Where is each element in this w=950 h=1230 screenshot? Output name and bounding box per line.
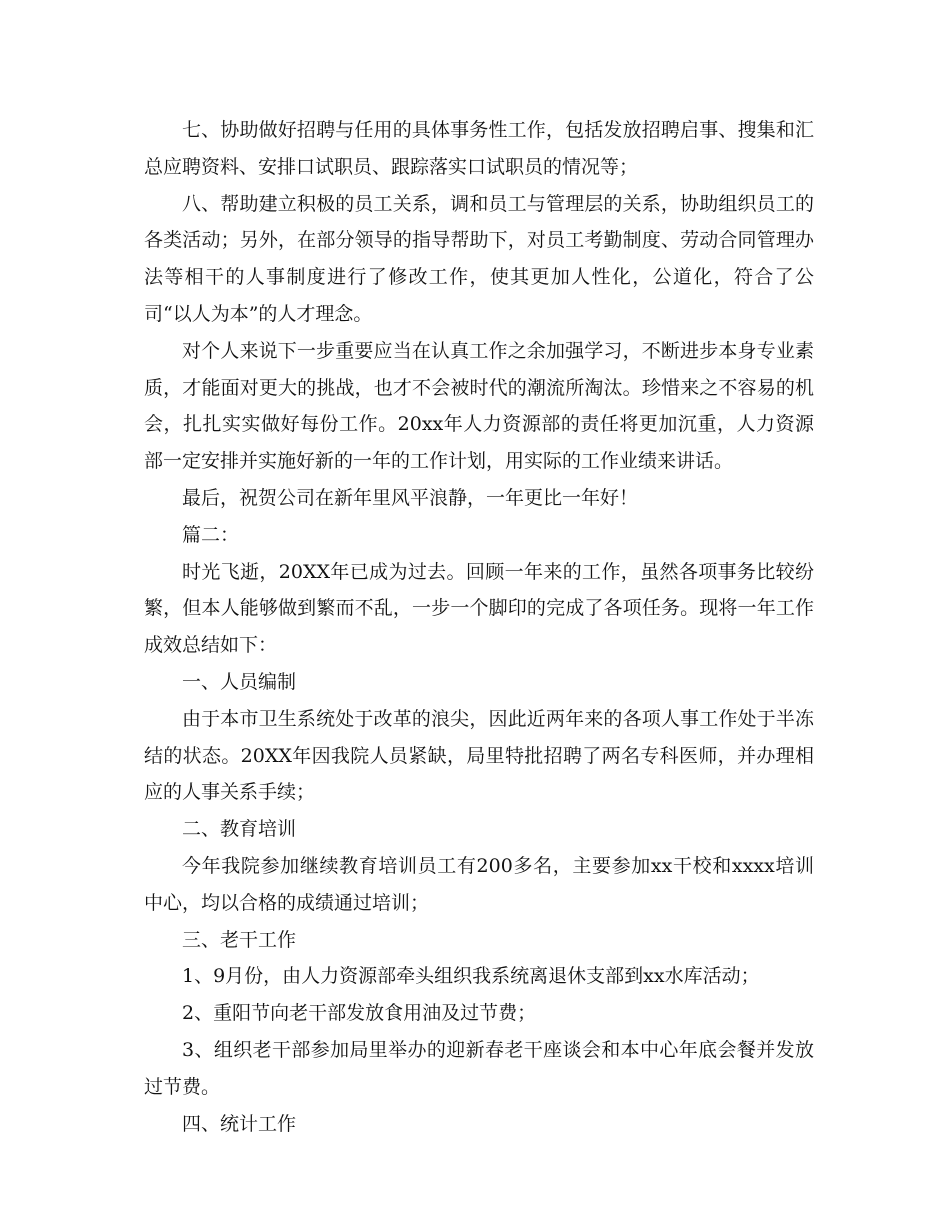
document-body	[144, 112, 814, 1142]
heading-staffing: 一、人员编制	[182, 670, 297, 693]
paragraph-personal-plan: 对个人来说下一步重要应当在认真工作之余加强学习，不断进步本身专业素质，才能面对更大的挑战，也才不会被时代的潮流所淘汰。珍惜来之不容易的机会，扎扎实实做好每份工作。20xx年人力资源部的责任将更加沉重，人力资源部一定安排并实施好新的一年的工作计划，用实际的工作业绩来讲话。	[144, 339, 814, 473]
paragraph-employee-relations: 八、帮助建立积极的员工关系，调和员工与管理层的关系，协助组织员工的各类活动；另外，在部分领导的指导帮助下，对员工考勤制度、劳动合同管理办法等相干的人事制度进行了修改工作，使其更加人性化，公道化，符合了公司“以人为本”的人才理念。	[144, 192, 814, 325]
paragraph-staffing: 由于本市卫生系统处于改革的浪尖，因此近两年来的各项人事工作处于半冻结的状态。20XX年因我院人员紧缺，局里特批招聘了两名专科医师，并办理相应的人事关系手续；	[144, 707, 814, 804]
list-item-new-year-meeting: 3、组织老干部参加局里举办的迎新春老干座谈会和本中心年底会餐并发放过节费。	[144, 1038, 814, 1098]
heading-statistics-work: 四、统计工作	[182, 1112, 297, 1135]
paragraph-year-review-intro: 时光飞逝，20XX年已成为过去。回顾一年来的工作，虽然各项事务比较纷繁，但本人能够做到繁而不乱，一步一个脚印的完成了各项任务。现将一年工作成效总结如下：	[144, 560, 814, 657]
paragraph-education-training: 今年我院参加继续教育培训员工有200多名，主要参加xx干校和xxxx培训中心，均以合格的成绩通过培训；	[144, 854, 814, 914]
heading-retired-cadre-work: 三、老干工作	[182, 928, 297, 951]
list-item-festival-benefits: 2、重阳节向老干部发放食用油及过节费；	[182, 1002, 537, 1025]
paragraph-recruitment-support: 七、协助做好招聘与任用的具体事务性工作，包括发放招聘启事、搜集和汇总应聘资料、安排口试职员、跟踪落实口试职员的情况等；	[144, 119, 814, 178]
heading-education-training: 二、教育培训	[182, 818, 297, 841]
paragraph-closing-wish: 最后，祝贺公司在新年里风平浪静，一年更比一年好！	[182, 486, 639, 509]
section-heading-part-two: 篇二：	[182, 523, 240, 546]
list-item-reservoir-activity: 1、9月份，由人力资源部牵头组织我系统离退休支部到xx水库活动；	[182, 965, 760, 988]
